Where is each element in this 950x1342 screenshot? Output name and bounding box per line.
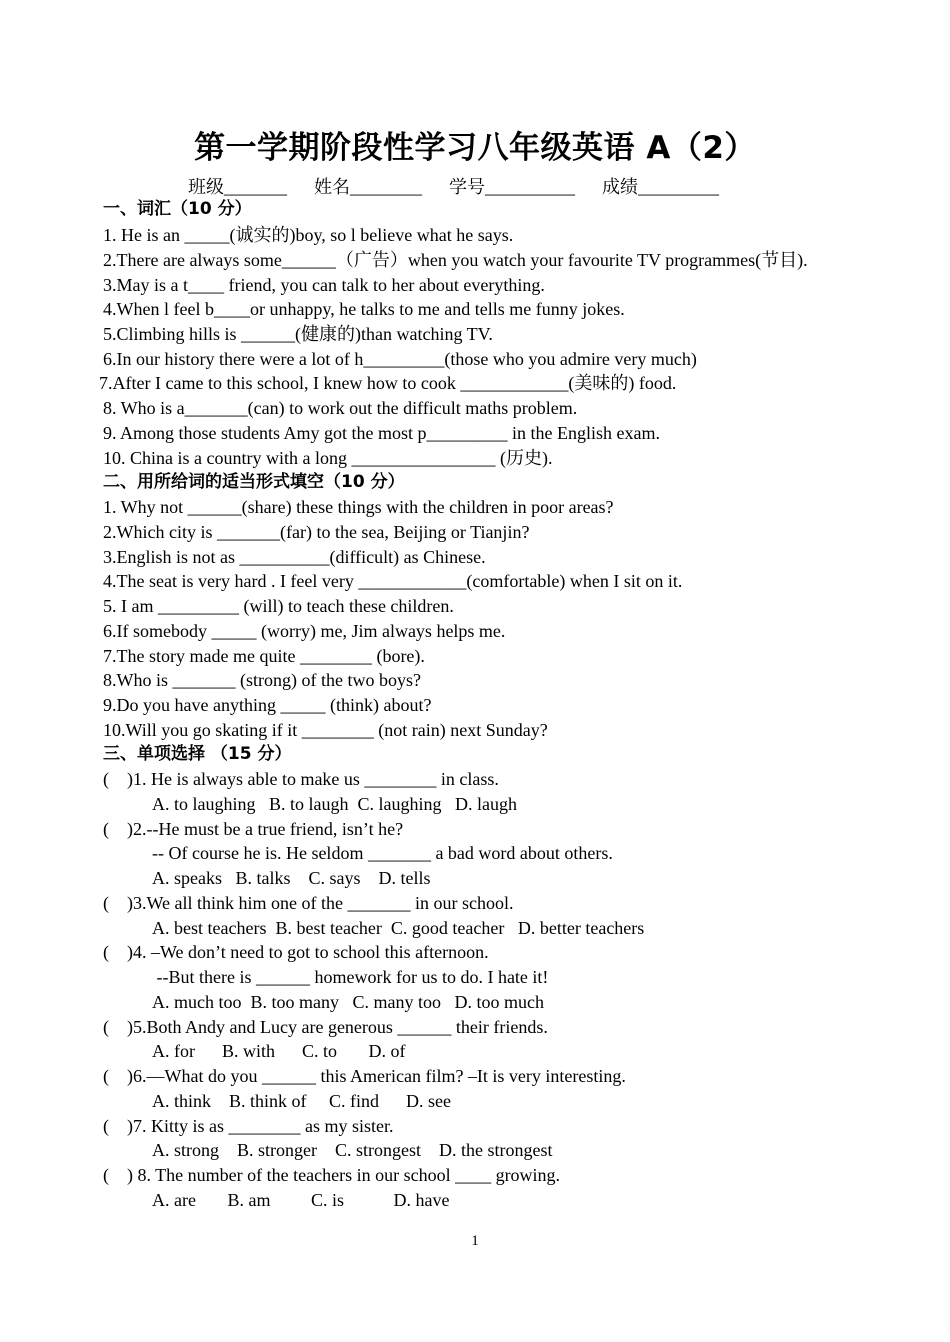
mc-question-5: ( )5.Both Andy and Lucy are generous ______ their friends. [103, 1017, 548, 1037]
mc-question-8: ( ) 8. The number of the teachers in our school ____ growing. [103, 1165, 561, 1185]
vocab-item: 1. He is an _____(诚实的)boy, so l believe what he says. [103, 225, 514, 245]
fill-item: 8.Who is _______ (strong) of the two boys? [103, 670, 421, 690]
student-info-fields: 班级_______ 姓名________ 学号__________ 成绩_________ [188, 177, 719, 197]
mc-question-6: ( )6.—What do you ______ this American film? –It is very interesting. [103, 1066, 626, 1086]
vocab-item: 9. Among those students Amy got the most p_________ in the English exam. [103, 423, 660, 443]
mc-options-1: A. to laughing B. to laugh C. laughing D. laugh [152, 794, 517, 814]
mc-options-7: A. strong B. stronger C. strongest D. the strongest [152, 1140, 553, 1160]
fill-item: 4.The seat is very hard . I feel very ____________(comfortable) when I sit on it. [103, 571, 683, 591]
mc-options-6: A. think B. think of C. find D. see [152, 1091, 451, 1111]
mc-options-3: A. best teachers B. best teacher C. good teacher D. better teachers [152, 918, 645, 938]
mc-subline-2: -- Of course he is. He seldom _______ a bad word about others. [152, 843, 613, 863]
fill-item: 9.Do you have anything _____ (think) about? [103, 695, 432, 715]
page-title: 第一学期阶段性学习八年级英语 A（2） [194, 130, 756, 166]
section-heading-vocab: 一、词汇（10 分） [103, 199, 252, 219]
mc-options-4: A. much too B. too many C. many too D. too much [152, 992, 544, 1012]
mc-options-5: A. for B. with C. to D. of [152, 1041, 406, 1061]
fill-item: 10.Will you go skating if it ________ (not rain) next Sunday? [103, 720, 548, 740]
section-heading-mc: 三、单项选择 （15 分） [103, 744, 292, 764]
mc-question-4: ( )4. –We don’t need to got to school this afternoon. [103, 942, 489, 962]
mc-question-2: ( )2.--He must be a true friend, isn’t he? [103, 819, 404, 839]
vocab-item: 5.Climbing hills is ______(健康的)than watching TV. [103, 324, 493, 344]
vocab-item: 10. China is a country with a long ________________ (历史). [103, 448, 553, 468]
fill-item: 1. Why not ______(share) these things with the children in poor areas? [103, 497, 614, 517]
mc-question-1: ( )1. He is always able to make us ________ in class. [103, 769, 499, 789]
mc-question-3: ( )3.We all think him one of the _______ in our school. [103, 893, 514, 913]
vocab-item: 2.There are always some______（广告）when you watch your favourite TV programmes(节目). [103, 250, 808, 270]
mc-question-7: ( )7. Kitty is as ________ as my sister. [103, 1116, 394, 1136]
page-number: 1 [471, 1233, 479, 1249]
mc-subline-4: --But there is ______ homework for us to do. I hate it! [152, 967, 549, 987]
section-heading-fill: 二、用所给词的适当形式填空（10 分） [103, 472, 405, 492]
mc-options-8: A. are B. am C. is D. have [152, 1190, 450, 1210]
fill-item: 7.The story made me quite ________ (bore). [103, 646, 425, 666]
fill-item: 6.If somebody _____ (worry) me, Jim always helps me. [103, 621, 506, 641]
fill-item: 3.English is not as __________(difficult) as Chinese. [103, 547, 486, 567]
fill-item: 5. I am _________ (will) to teach these children. [103, 596, 454, 616]
fill-item: 2.Which city is _______(far) to the sea, Beijing or Tianjin? [103, 522, 530, 542]
vocab-item: 4.When l feel b____or unhappy, he talks to me and tells me funny jokes. [103, 299, 625, 319]
vocab-item: 6.In our history there were a lot of h_________(those who you admire very much) [103, 349, 697, 369]
vocab-item: 3.May is a t____ friend, you can talk to her about everything. [103, 275, 545, 295]
mc-options-2: A. speaks B. talks C. says D. tells [152, 868, 431, 888]
vocab-item: 8. Who is a_______(can) to work out the difficult maths problem. [103, 398, 578, 418]
vocab-item: 7.After I came to this school, I knew how to cook ____________(美味的) food. [99, 373, 677, 393]
